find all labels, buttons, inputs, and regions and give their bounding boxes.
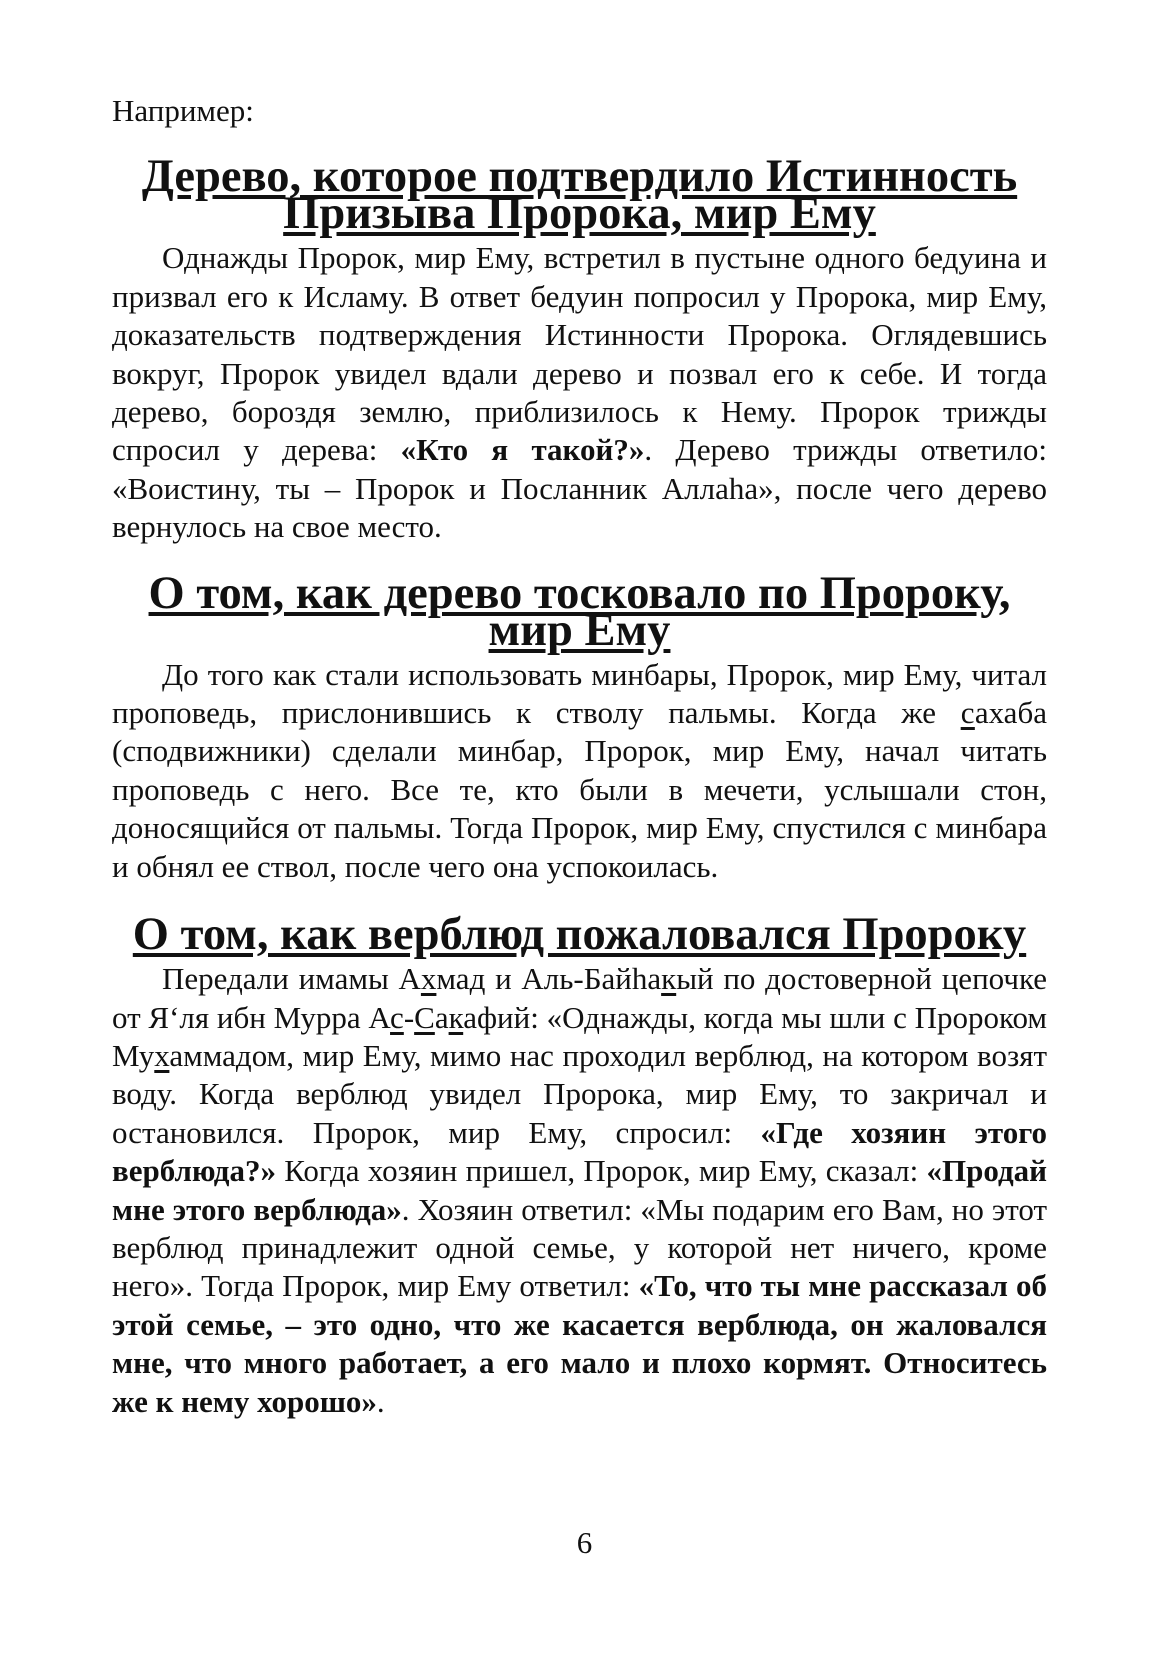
section-heading-camel-complained: О том, как верблюд пожаловался Пророку [132,909,1027,961]
paragraph-camel-complained: Передали имамы Ахмад и Аль-Байhакый по достоверной цепочке от Я‘ля ибн Мурра Ас-Сакафий: «Однажды, когда мы шли с Пророком Мухаммадом, мир Ему, мимо нас проходил верблюд, на котором возят воду. Когда верблюд увидел Пророка, мир Ему, то закричал и остановился. Пророк, мир Ему, спросил: «Где хозяин этого верблюда?» Когда хозяин пришел, Пророк, мир Ему, сказал: «Продай мне этого верблюда». Хозяин ответил: «Мы подарим его Вам, но этот верблюд принадлежит одной семье, у которой нет ничего, кроме него». Тогда Пророк, мир Ему ответил: «То, что ты мне рассказал об этой семье, – это одно, что же касается верблюда, он жаловался мне, что много работает, а его мало и плохо кормят. Относитесь же к нему хорошо». [112,961,1048,1419]
paragraph-tree-yearned: До того как стали использовать минбары, Пророк, мир Ему, читал проповедь, прислонившись к стволу пальмы. Когда же сахаба (сподвижники) сделали минбар, Пророк, мир Ему, начал читать проповедь с него. Все те, кто были в мечети, услышали стон, доносящийся от пальмы. Тогда Пророк, мир Ему, спустился с минбара и обнял ее ствол, после чего она успокоилась. [112,656,1047,884]
section-heading-tree-confirmed: Дерево, которое подтвердило Истинность Призыва Пророка, мир Ему [141,151,1018,240]
paragraph-tree-confirmed: Однажды Пророк, мир Ему, встретил в пустыне одного бедуина и призвал его к Исламу. В ответ бедуин попросил у Пророка, мир Ему, доказательств подтверждения Истинности Пророка. Оглядевшись вокруг, Пророк увидел вдали дерево и позвал его к себе. И тогда дерево, бороздя землю, приблизилось к Нему. Пророк трижды спросил у дерева: «Кто я такой?». Дерево трижды ответило: «Воистину, ты – Пророк и Посланник Аллаhа», после чего дерево вернулось на свое место. [112,240,1047,545]
document-page [112,92,1047,1421]
section-heading-tree-yearned: О том, как дерево тосковало по Пророку, мир Ему [148,567,1011,656]
intro-text: Например: [112,93,254,128]
page-number: 6 [576,1525,593,1560]
